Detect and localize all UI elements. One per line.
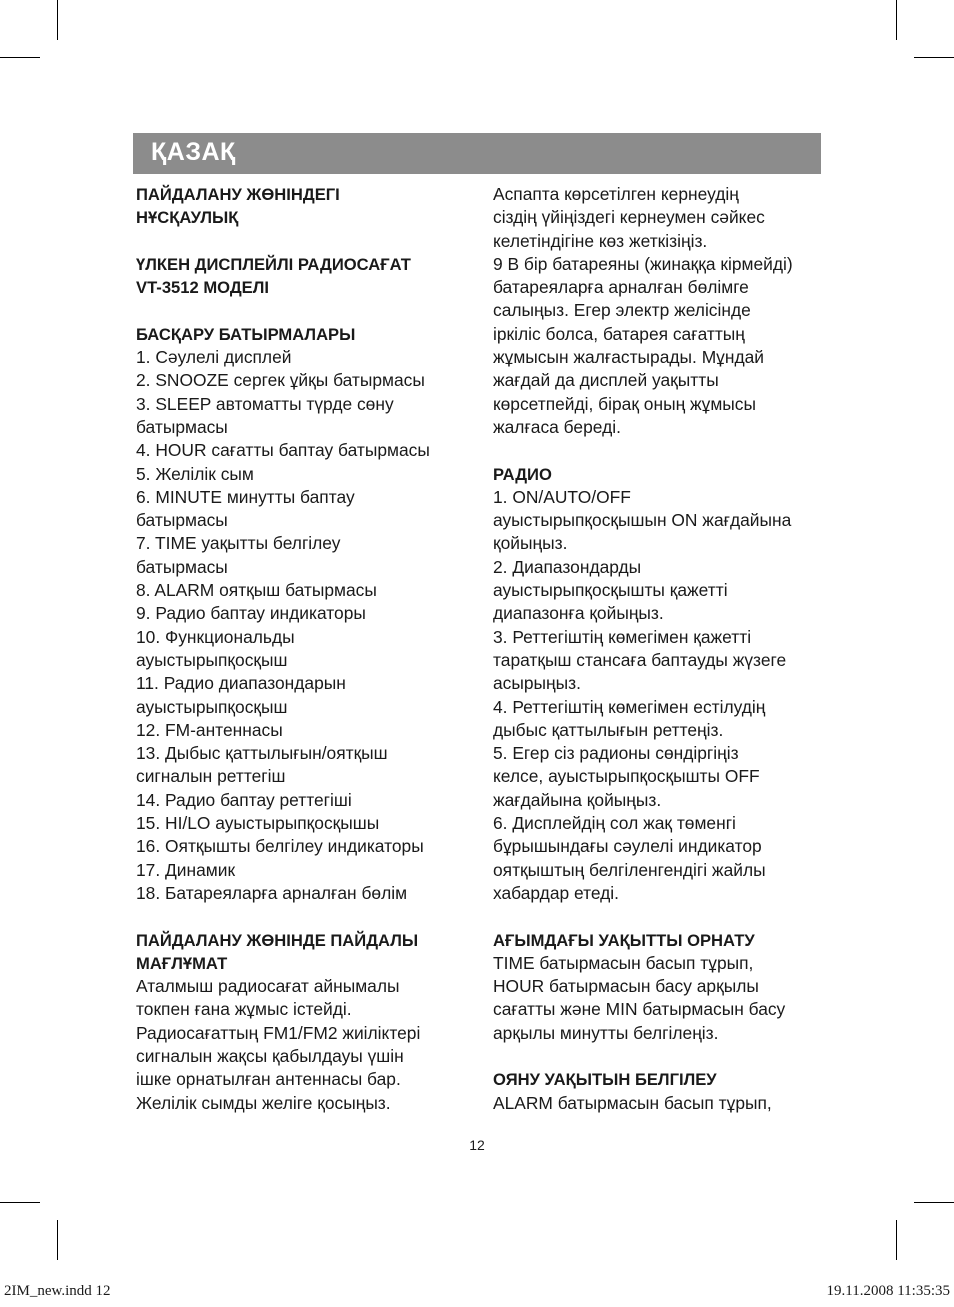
crop-mark [57,0,58,40]
language-header-bar [133,133,821,174]
text-line: диапазонға қойыңыз. [493,603,664,624]
crop-mark [896,1220,897,1260]
text-line: батырмасы [136,556,228,577]
paragraph-gap [136,230,476,253]
text-line: салыңыз. Егер электр желісінде [493,300,751,321]
paragraph-gap [136,905,476,928]
paragraph-gap [493,1045,828,1068]
text-line: Аспапта көрсетілген кернеудің [493,184,739,204]
text-line: 7. TIME уақытты белгілеу [136,533,341,554]
text-line: 4. Реттегіштің көмегімен естілудің [493,696,766,717]
text-line: дыбыс қаттылығын реттеңіз. [493,719,724,740]
section-heading-line: МАҒЛҰМАТ [136,953,228,973]
section-heading-line: АҒЫМДАҒЫ УАҚЫТТЫ ОРНАТУ [493,930,755,950]
text-line: TIME батырмасын басып тұрып, [493,952,754,973]
section-heading-line: БАСҚАРУ БАТЫРМАЛАРЫ [136,324,356,344]
text-line: 13. Дыбыс қаттылығын/оятқыш [136,743,388,764]
text-line: ауыстырыпқосқыш [136,649,288,670]
text-line: Радиосағаттың FM1/FM2 жиіліктері [136,1022,421,1043]
text-line: жағдайына қойыңыз. [493,789,662,810]
text-line: 17. Динамик [136,859,236,880]
text-line: жалғаса береді. [493,416,621,437]
section-heading-line: ҮЛКЕН ДИСПЛЕЙЛІ РАДИОСАҒАТ [136,254,411,274]
crop-mark [57,1220,58,1260]
text-line: ауыстырыпқосқышты қажетті [493,580,728,601]
section-heading-line: ПАЙДАЛАНУ ЖӨНІНДЕГІ [136,185,340,204]
text-line: сіздің үйіңіздегі кернеумен сәйкес [493,207,765,228]
text-line: жағдай да дисплей уақытты [493,370,719,391]
footer-file-name: 2IM_new.indd 12 [4,1283,111,1299]
text-line: сигналын жақсы қабылдауы үшін [136,1045,404,1066]
section-heading-line: ПАЙДАЛАНУ ЖӨНІНДЕ ПАЙДАЛЫ [136,930,419,950]
crop-mark [896,0,897,40]
section-heading-line: НҰСҚАУЛЫҚ [136,208,239,228]
text-line: батырмасы [136,416,228,437]
text-line: 1. ON/AUTO/OFF [493,486,631,507]
text-line: 4. HOUR сағатты баптау батырмасы [136,440,430,461]
text-line: сағатты және MIN батырмасын басу [493,999,786,1020]
text-line: хабардар етеді. [493,882,619,903]
paragraph-gap [493,905,828,928]
section-heading-line: VT-3512 МОДЕЛІ [136,278,269,298]
text-line: қойыңыз. [493,533,568,554]
text-line: 2. SNOOZE сергек ұйқы батырмасы [136,370,425,391]
text-line: 2. Диапазондарды [493,556,642,577]
text-line: 1. Сәулелі дисплей [136,347,292,368]
text-line: көрсетпейді, бірақ оның жұмысы [493,393,756,414]
text-line: жұмысын жалғастырады. Мұндай [493,347,765,368]
text-line: 15. HI/LO ауыстырыпқосқышы [136,813,380,834]
text-line: 14. Радио баптау реттегіші [136,789,352,810]
text-line: 3. Реттегіштің көмегімен қажетті [493,626,752,647]
text-line: ауыстырыпқосқыш [136,696,288,717]
paragraph-gap [493,439,828,462]
text-line: 6. MINUTE минутты баптау [136,486,355,507]
section-heading-line: ОЯНУ УАҚЫТЫН БЕЛГІЛЕУ [493,1070,717,1090]
text-line: бұрышындағы сәулелі индикатор [493,836,762,857]
text-line: 5. Желілік сым [136,463,254,484]
paragraph-gap [136,299,476,322]
text-line: 18. Батареяларға арналған бөлім [136,882,408,903]
text-line: келсе, ауыстырыпқосқышты OFF [493,766,760,787]
text-line: Аталмыш радиосағат айнымалы [136,976,400,997]
text-line: 9 В бір батареяны (жинаққа кірмейді) [493,253,793,274]
crop-mark [0,1202,40,1203]
crop-mark [914,57,954,58]
text-line: батареяларға арналған бөлімге [493,277,749,298]
text-line: ішке орнатылған антеннасы бар. [136,1069,401,1090]
text-line: 6. Дисплейдің сол жақ төменгі [493,813,736,834]
text-line: 11. Радио диапазондарын [136,673,346,694]
crop-mark [914,1202,954,1203]
text-line: 3. SLEEP автоматты түрде сөну [136,393,394,414]
text-line: ауыстырыпқосқышын ON жағдайына [493,510,792,531]
text-line: сигналын реттегіш [136,766,286,787]
text-line: ALARM батырмасын басып тұрып, [493,1092,772,1113]
text-line: 12. FM-антеннасы [136,719,283,740]
text-line: токпен ғана жұмыс істейді. [136,999,352,1020]
left-text-column [136,183,476,1115]
text-line: іркіліс болса, батарея сағаттың [493,323,745,344]
right-text-column [493,183,828,1115]
language-title: ҚАЗАҚ [151,138,236,166]
text-line: 5. Егер сіз радионы сөндіргіңіз [493,743,739,764]
text-line: асырыңыз. [493,673,581,694]
text-line: батырмасы [136,510,228,531]
footer-timestamp: 19.11.2008 11:35:35 [826,1283,950,1299]
text-line: HOUR батырмасын басу арқылы [493,976,759,997]
page-number: 12 [469,1137,485,1153]
text-line: 9. Радио баптау индикаторы [136,603,366,624]
text-line: таратқыш стансаға баптауды жүзеге [493,649,787,670]
text-line: Желілік сымды желіге қосыңыз. [136,1092,391,1113]
section-heading-line: РАДИО [493,464,552,484]
text-line: 16. Оятқышты белгілеу индикаторы [136,836,424,857]
text-line: 8. ALARM оятқыш батырмасы [136,580,377,601]
crop-mark [0,57,40,58]
text-line: 10. Функциональды [136,626,295,647]
text-line: келетіндігіне көз жеткізіңіз. [493,230,708,251]
text-line: оятқыштың белгіленгендігі жайлы [493,859,766,880]
text-line: арқылы минутты белгілеңіз. [493,1022,719,1043]
